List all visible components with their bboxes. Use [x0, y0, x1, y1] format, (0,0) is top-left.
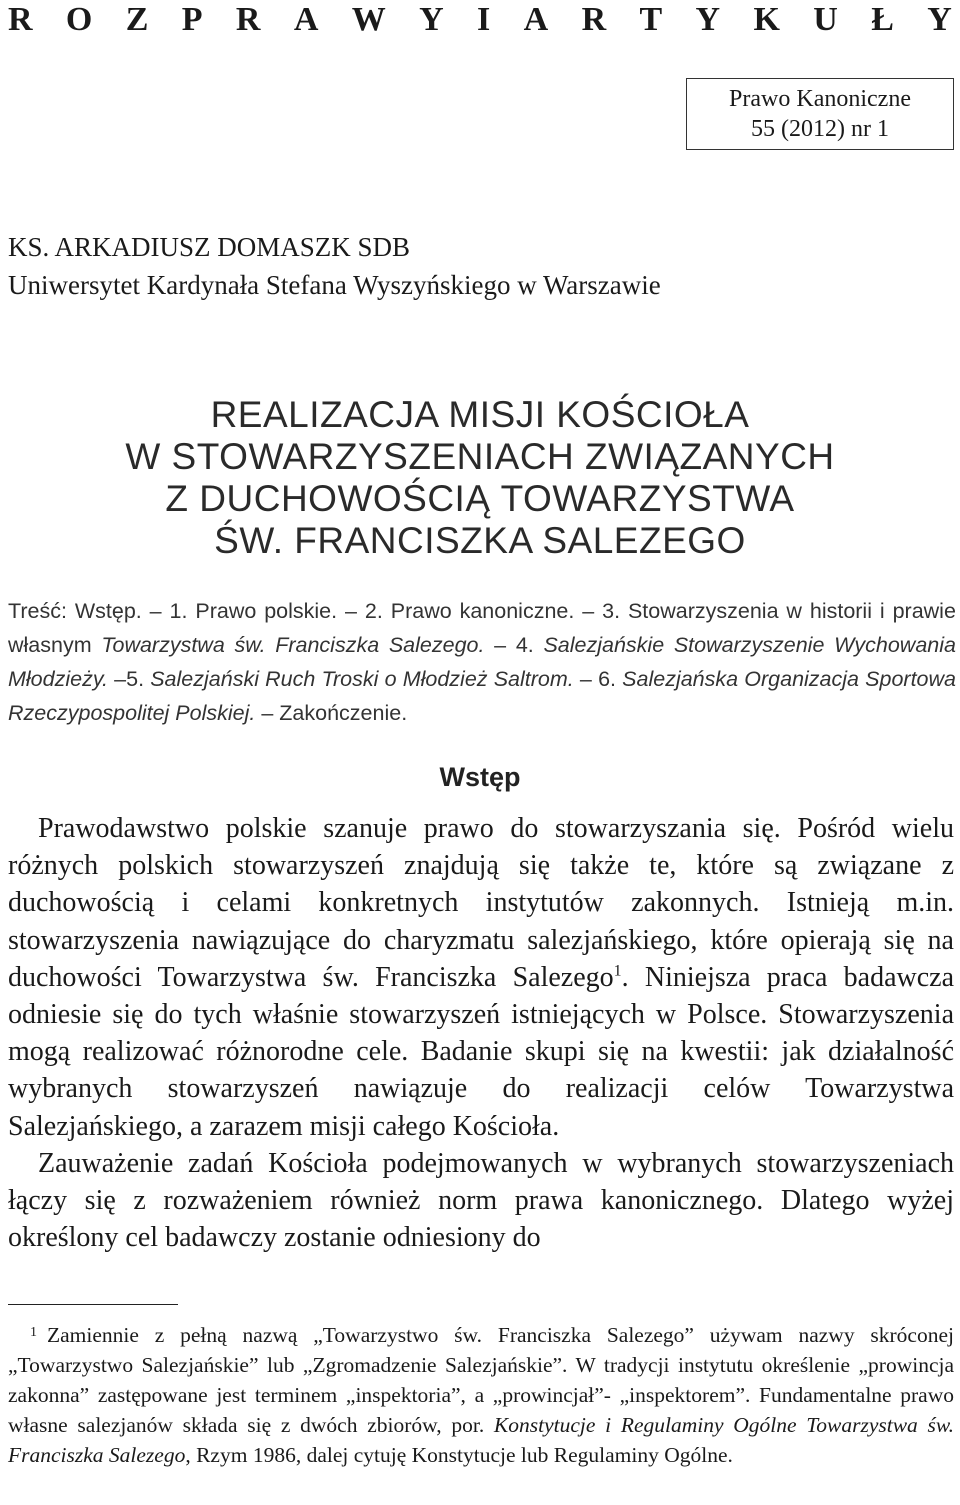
journal-issue: 55 (2012) nr 1	[751, 116, 889, 142]
toc-label: Treść:	[8, 599, 67, 623]
toc-item: Zakończenie.	[279, 701, 408, 725]
author-affiliation: Uniwersytet Kardynała Stefana Wyszyńskiego w Warszawie	[8, 270, 661, 300]
header-letter: Y	[927, 1, 952, 38]
paragraph-text: . Niniejsza praca badawcza odniesie się do tych właśnie stowarzyszeń istniejących w Polsce. Stowarzyszenia mogą realizować różnorodne cele. Badanie skupi się na kwestii: jak działalność wybranych stowarzyszeń nawiązuje do realizacji celów Towarzystwa Salezjańskiego, a zarazem misji całego Kościoła.	[8, 961, 954, 1142]
toc-number: 6.	[598, 667, 616, 691]
section-heading: Wstęp	[439, 762, 521, 792]
title-line: W STOWARZYSZENIACH ZWIĄZANYCH	[125, 436, 835, 477]
footnote	[8, 1318, 954, 1470]
paragraph	[8, 810, 954, 1145]
article-title	[0, 394, 960, 562]
footnote-reference[interactable]: 1	[613, 962, 622, 980]
header-letter: Ł	[871, 1, 894, 38]
journal-info-box	[686, 78, 954, 150]
footnote-text: , Rzym 1986, dalej cytuję Konstytucje lub Regulaminy Ogólne.	[185, 1443, 733, 1467]
toc-dash: –	[114, 667, 127, 691]
header-letter: U	[813, 1, 838, 38]
header-letter: R	[235, 1, 261, 38]
toc-item-italic: Salezjański Ruch Troski o Młodzież Saltrom.	[150, 667, 574, 691]
toc-dash: –	[494, 633, 507, 657]
header-letter: A	[523, 1, 549, 38]
header-letter: I	[477, 1, 491, 38]
toc-intro: Wstęp.	[74, 599, 142, 623]
body-text	[8, 810, 954, 1256]
header-letter: T	[639, 1, 663, 38]
header-letter: Z	[125, 1, 149, 38]
toc-number: 2.	[364, 599, 383, 623]
footnote-paragraph	[8, 1318, 954, 1470]
title-line: Z DUCHOWOŚCIĄ TOWARZYSTWA	[165, 478, 795, 519]
toc-item: Prawo polskie.	[195, 599, 338, 623]
toc-item-italic: Towarzystwa św. Franciszka Salezego.	[101, 633, 485, 657]
header-letter: P	[181, 1, 203, 38]
header-letter: W	[351, 1, 386, 38]
toc-item-italic: Salezjańskie Stowarzyszenie Wychowania Młodzieży.	[8, 633, 956, 691]
title-line: REALIZACJA MISJI KOŚCIOŁA	[210, 394, 750, 435]
paragraph-text: Prawodawstwo polskie szanuje prawo do stowarzyszania się. Pośród wielu różnych polskich stowarzyszeń znajdują się także te, które są związane z duchowością i celami konkretnych instytutów zakonnych. Istnieją m.in. stowarzyszenia nawiązujące do charyzmatu salezjańskiego, które opierają się na duchowości Towarzystwa św. Franciszka Salezego	[8, 813, 954, 993]
toc-item: Prawo kanoniczne.	[390, 599, 575, 623]
toc-dash: –	[345, 599, 357, 623]
header-letter: R	[581, 1, 607, 38]
header-letter: O	[65, 1, 93, 38]
journal-name: Prawo Kanoniczne	[729, 86, 911, 112]
footnote-number: 1	[30, 1325, 37, 1340]
header-letter: K	[753, 1, 780, 38]
author-name: KS. ARKADIUSZ DOMASZK SDB	[8, 232, 411, 262]
toc-dash: –	[582, 599, 595, 623]
toc-dash: –	[579, 667, 592, 691]
author-block	[8, 228, 661, 304]
toc-number: 4.	[515, 633, 534, 657]
section-header	[8, 2, 952, 38]
toc-dash: –	[149, 599, 162, 623]
header-letter: A	[293, 1, 319, 38]
header-letter: R	[8, 1, 33, 38]
footnote-citation-italic: Konstytucje i Regulaminy Ogólne Towarzystwa św. Franciszka Salezego	[8, 1413, 954, 1467]
footnote-text: Zamiennie z pełną nazwą „Towarzystwo św. Franciszka Salezego” używam nazwy skróconej „Towarzystwo Salezjańskie” lub „Zgromadzenie Salezjańskie”. W tradycji instytutu określenie „prowincja zakonna” zastępowane jest terminem „inspektoria”, a „prowincjał”- „inspektorem”. Fundamentalne prawo własne salezjanów składa się z dwóch zbiorów, por.	[8, 1323, 954, 1437]
toc-dash: –	[261, 701, 274, 725]
title-line: ŚW. FRANCISZKA SALEZEGO	[214, 520, 746, 561]
table-of-contents	[8, 594, 956, 730]
toc-item: Stowarzyszenia w historii i prawie własnym	[8, 599, 956, 657]
paragraph: Zauważenie zadań Kościoła podejmowanych w wybranych stowarzyszeniach łączy się z rozważeniem również norm prawa kanonicznego. Dlatego wyżej określony cel badawczy zostanie odniesiony do	[8, 1147, 954, 1254]
toc-number: 3.	[602, 599, 621, 623]
header-letter: Y	[419, 1, 444, 38]
header-letter: Y	[695, 1, 721, 38]
toc-item-italic: Salezjańska Organizacja Sportowa Rzeczypospolitej Polskiej.	[8, 667, 956, 725]
toc-number: 5.	[126, 667, 145, 691]
footnote-divider	[8, 1304, 178, 1305]
toc-number: 1.	[169, 599, 188, 623]
